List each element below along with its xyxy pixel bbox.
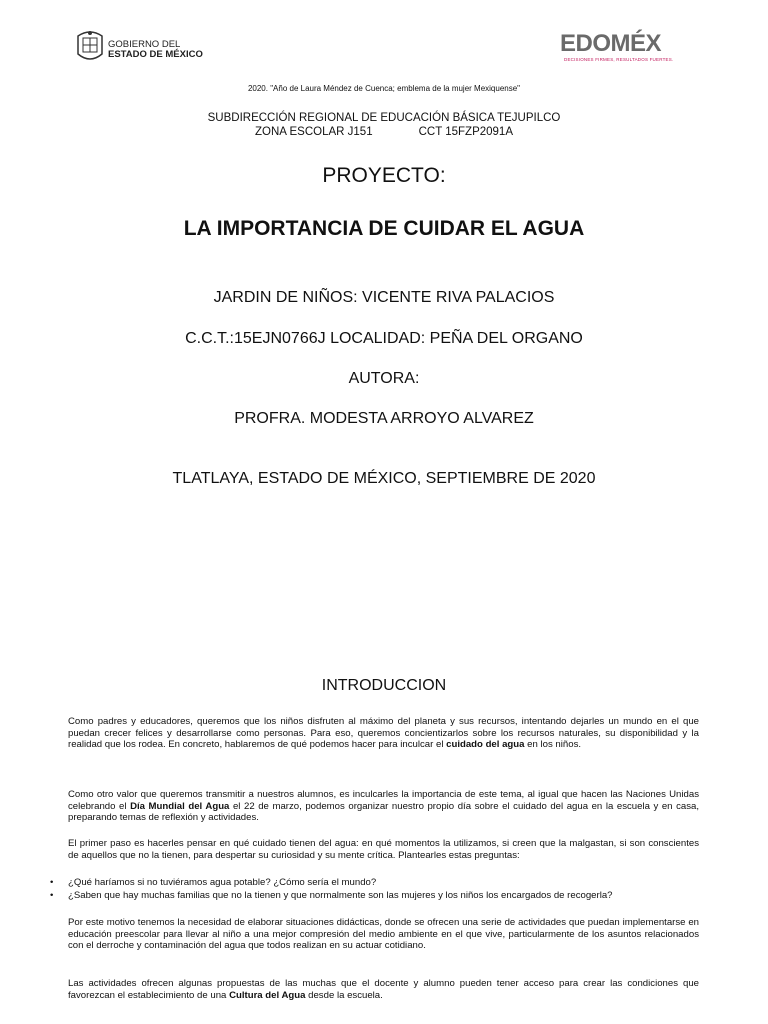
paragraph-3: El primer paso es hacerles pensar en qué cuidado tienen del agua: en qué momentos la utilizamos, si creen que la malgastan, si son conscientes de aquellos que no la tienen, para despertar su curiosidad y su mente crítica. Plantearles estas preguntas: — [68, 838, 699, 861]
paragraph-1: Como padres y educadores, queremos que los niños disfruten al máximo del planeta y sus recursos, intentando dejarles un mundo en el que puedan crecer felices y desarrollarse como personas. Para eso, queremos concientizarlos sobre los recursos naturales, su disponibilidad y la realidad que los rodea. En concreto, hablaremos de qué podemos hacer para inculcar el cuidado del agua en los niños. — [68, 716, 699, 751]
cct-localidad: C.C.T.:15EJN0766J LOCALIDAD: PEÑA DEL ORGANO — [185, 330, 583, 347]
year-motto: 2020. "Año de Laura Méndez de Cuenca; emblema de la mujer Mexiquense" — [247, 84, 521, 93]
gob-line1: GOBIERNO DEL — [108, 39, 181, 50]
jardin-line: JARDIN DE NIÑOS: VICENTE RIVA PALACIOS — [213, 289, 555, 306]
cct-zona: CCT 15FZP2091A — [418, 126, 513, 138]
paragraph-4: Por este motivo tenemos la necesidad de elaborar situaciones didácticas, donde se ofrecen una serie de actividades que puedan implementarse en educación preescolar para llevar al niño a una mejor compresión del medio ambiente en el que vive, particularmente de los asuntos relacionados con el derroche y contaminación del agua que todos realizan en su actuar cotidiano. — [68, 917, 699, 952]
gob-line2: ESTADO DE MÉXICO — [108, 49, 203, 60]
autora-name: PROFRA. MODESTA ARROYO ALVAREZ — [234, 410, 534, 427]
edomex-logo — [560, 30, 690, 66]
intro-heading: INTRODUCCION — [321, 677, 447, 694]
bullet-icon: • — [50, 890, 54, 901]
state-seal-icon — [74, 28, 106, 64]
document-title: LA IMPORTANCIA DE CUIDAR EL AGUA — [183, 217, 585, 240]
autora-label: AUTORA: — [348, 370, 420, 387]
bullet-icon: • — [50, 877, 54, 888]
question-list — [50, 876, 710, 902]
paragraph-2: Como otro valor que queremos transmitir a nuestros alumnos, es inculcarles la importancia de este tema, al igual que hacen las Naciones Unidas celebrando el Día Mundial del Agua el 22 de marzo, podemos organizar nuestro propio día sobre el cuidado del agua en la escuela y en casa, preparando temas de reflexión y actividades. — [68, 789, 699, 824]
zona-line — [0, 126, 768, 138]
list-item: • ¿Saben que hay muchas familias que no la tienen y que normalmente son las mujeres y los niños los encargados de recogerla? — [50, 890, 613, 901]
place-date: TLATLAYA, ESTADO DE MÉXICO, SEPTIEMBRE DE 2020 — [172, 470, 596, 487]
list-item: • ¿Qué haríamos si no tuviéramos agua potable? ¿Cómo sería el mundo? — [50, 877, 377, 888]
gobierno-estado-mexico-logo — [74, 28, 224, 68]
paragraph-5: Las actividades ofrecen algunas propuestas de las muchas que el docente y alumno pueden tener acceso para crear las condiciones que favorezcan el establecimiento de una Cultura del Agua desde la escuela. — [68, 978, 699, 1001]
zona-escolar: ZONA ESCOLAR J151 — [255, 126, 373, 138]
proyecto-label: PROYECTO: — [322, 164, 446, 187]
edomex-wordmark: EDOMÉX — [560, 30, 662, 57]
subdireccion: SUBDIRECCIÓN REGIONAL DE EDUCACIÓN BÁSICA TEJUPILCO — [207, 112, 561, 124]
edomex-tagline: DECISIONES FIRMES, RESULTADOS FUERTES. — [564, 57, 674, 62]
